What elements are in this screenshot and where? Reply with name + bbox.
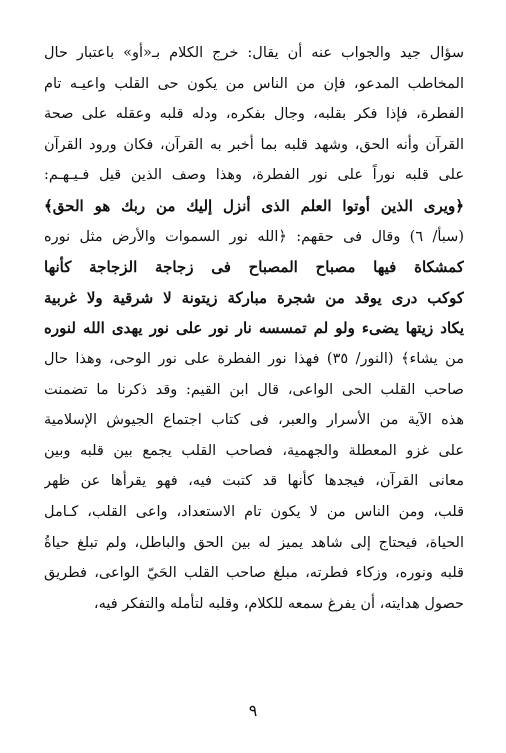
- text-line: على قلبه نوراً على نور الفطرة، وهذا وصف الذين قيل فـيـهـم:: [44, 167, 464, 184]
- body-text: [44, 38, 464, 619]
- text-line: الحياة، فيحتاج إلى شاهد يميز له بين الحق والباطل، ولم تبلغ حياةُ: [44, 534, 464, 551]
- quran-verse-line: كوكب درى يوقد من شجرة مباركة زيتونة لا شرقية ولا غربية: [44, 288, 464, 307]
- text-line: القرآن وأنه الحق، وشهد قلبه بما أخبر به القرآن، فكان ورود القرآن: [44, 136, 464, 153]
- text-line: هذه الآية من الأسرار والعبر، فى كتاب اجتماع الجيوش الإسلامية: [44, 412, 464, 429]
- quran-verse-line: كمشكاة فيها مصباح المصباح فى زجاجة الزجاجة كأنها: [44, 258, 464, 277]
- text-line: من يشاء﴾ (النور/ ٣٥) فهذا نور الفطرة على نور الوحى، وهذا حال: [44, 350, 464, 367]
- text-line: قلبه ونوره، وزكاء فطرته، مبلغ صاحب القلب الحَيّ الواعى، فطريق: [44, 565, 464, 582]
- text-line: (سبأ/ ٦) وقال فى حقهم: ﴿الله نور السموات والأرض مثل نوره: [44, 228, 464, 245]
- text-line: على غزو المعطلة والجهمية، فصاحب القلب يجمع بين قلبه وبين: [44, 442, 464, 459]
- text-line: سؤال جيد والجواب عنه أن يقال: خرج الكلام بـ«أو» باعتبار حال: [44, 45, 464, 61]
- quran-verse-line: ﴿ويرى الذين أوتوا العلم الذى أنزل إليك من ربك هو الحق﴾: [44, 196, 464, 215]
- text-line: قلب، ومن الناس من لا يكون تام الاستعداد، واعى القلب، كـامل: [44, 503, 464, 520]
- text-line: معانى القرآن، فيجدها كأنها قد كتبت فيه، فهو يقرأها عن ظهر: [44, 473, 464, 490]
- text-line: المخاطب المدعو، فإن من الناس من يكون حى القلب واعيـه تام: [44, 75, 464, 92]
- text-line: الفطرة، فإذا فكر بقلبه، وجال بفكره، ودله قلبه وعقله على صحة: [44, 106, 464, 123]
- text-line: صاحب القلب الحى الواعى، قال ابن القيم: وقد ذكرنا ما تضمنت: [44, 381, 464, 398]
- page-number: ٩: [248, 701, 258, 720]
- text-line: حصول هدايته، أن يفرغ سمعه للكلام، وقلبه لتأمله والتفكر فيه،: [93, 595, 464, 612]
- quran-verse-line: يكاد زيتها يضىء ولو لم تمسسه نار نور على نور يهدى الله لنوره: [44, 319, 464, 338]
